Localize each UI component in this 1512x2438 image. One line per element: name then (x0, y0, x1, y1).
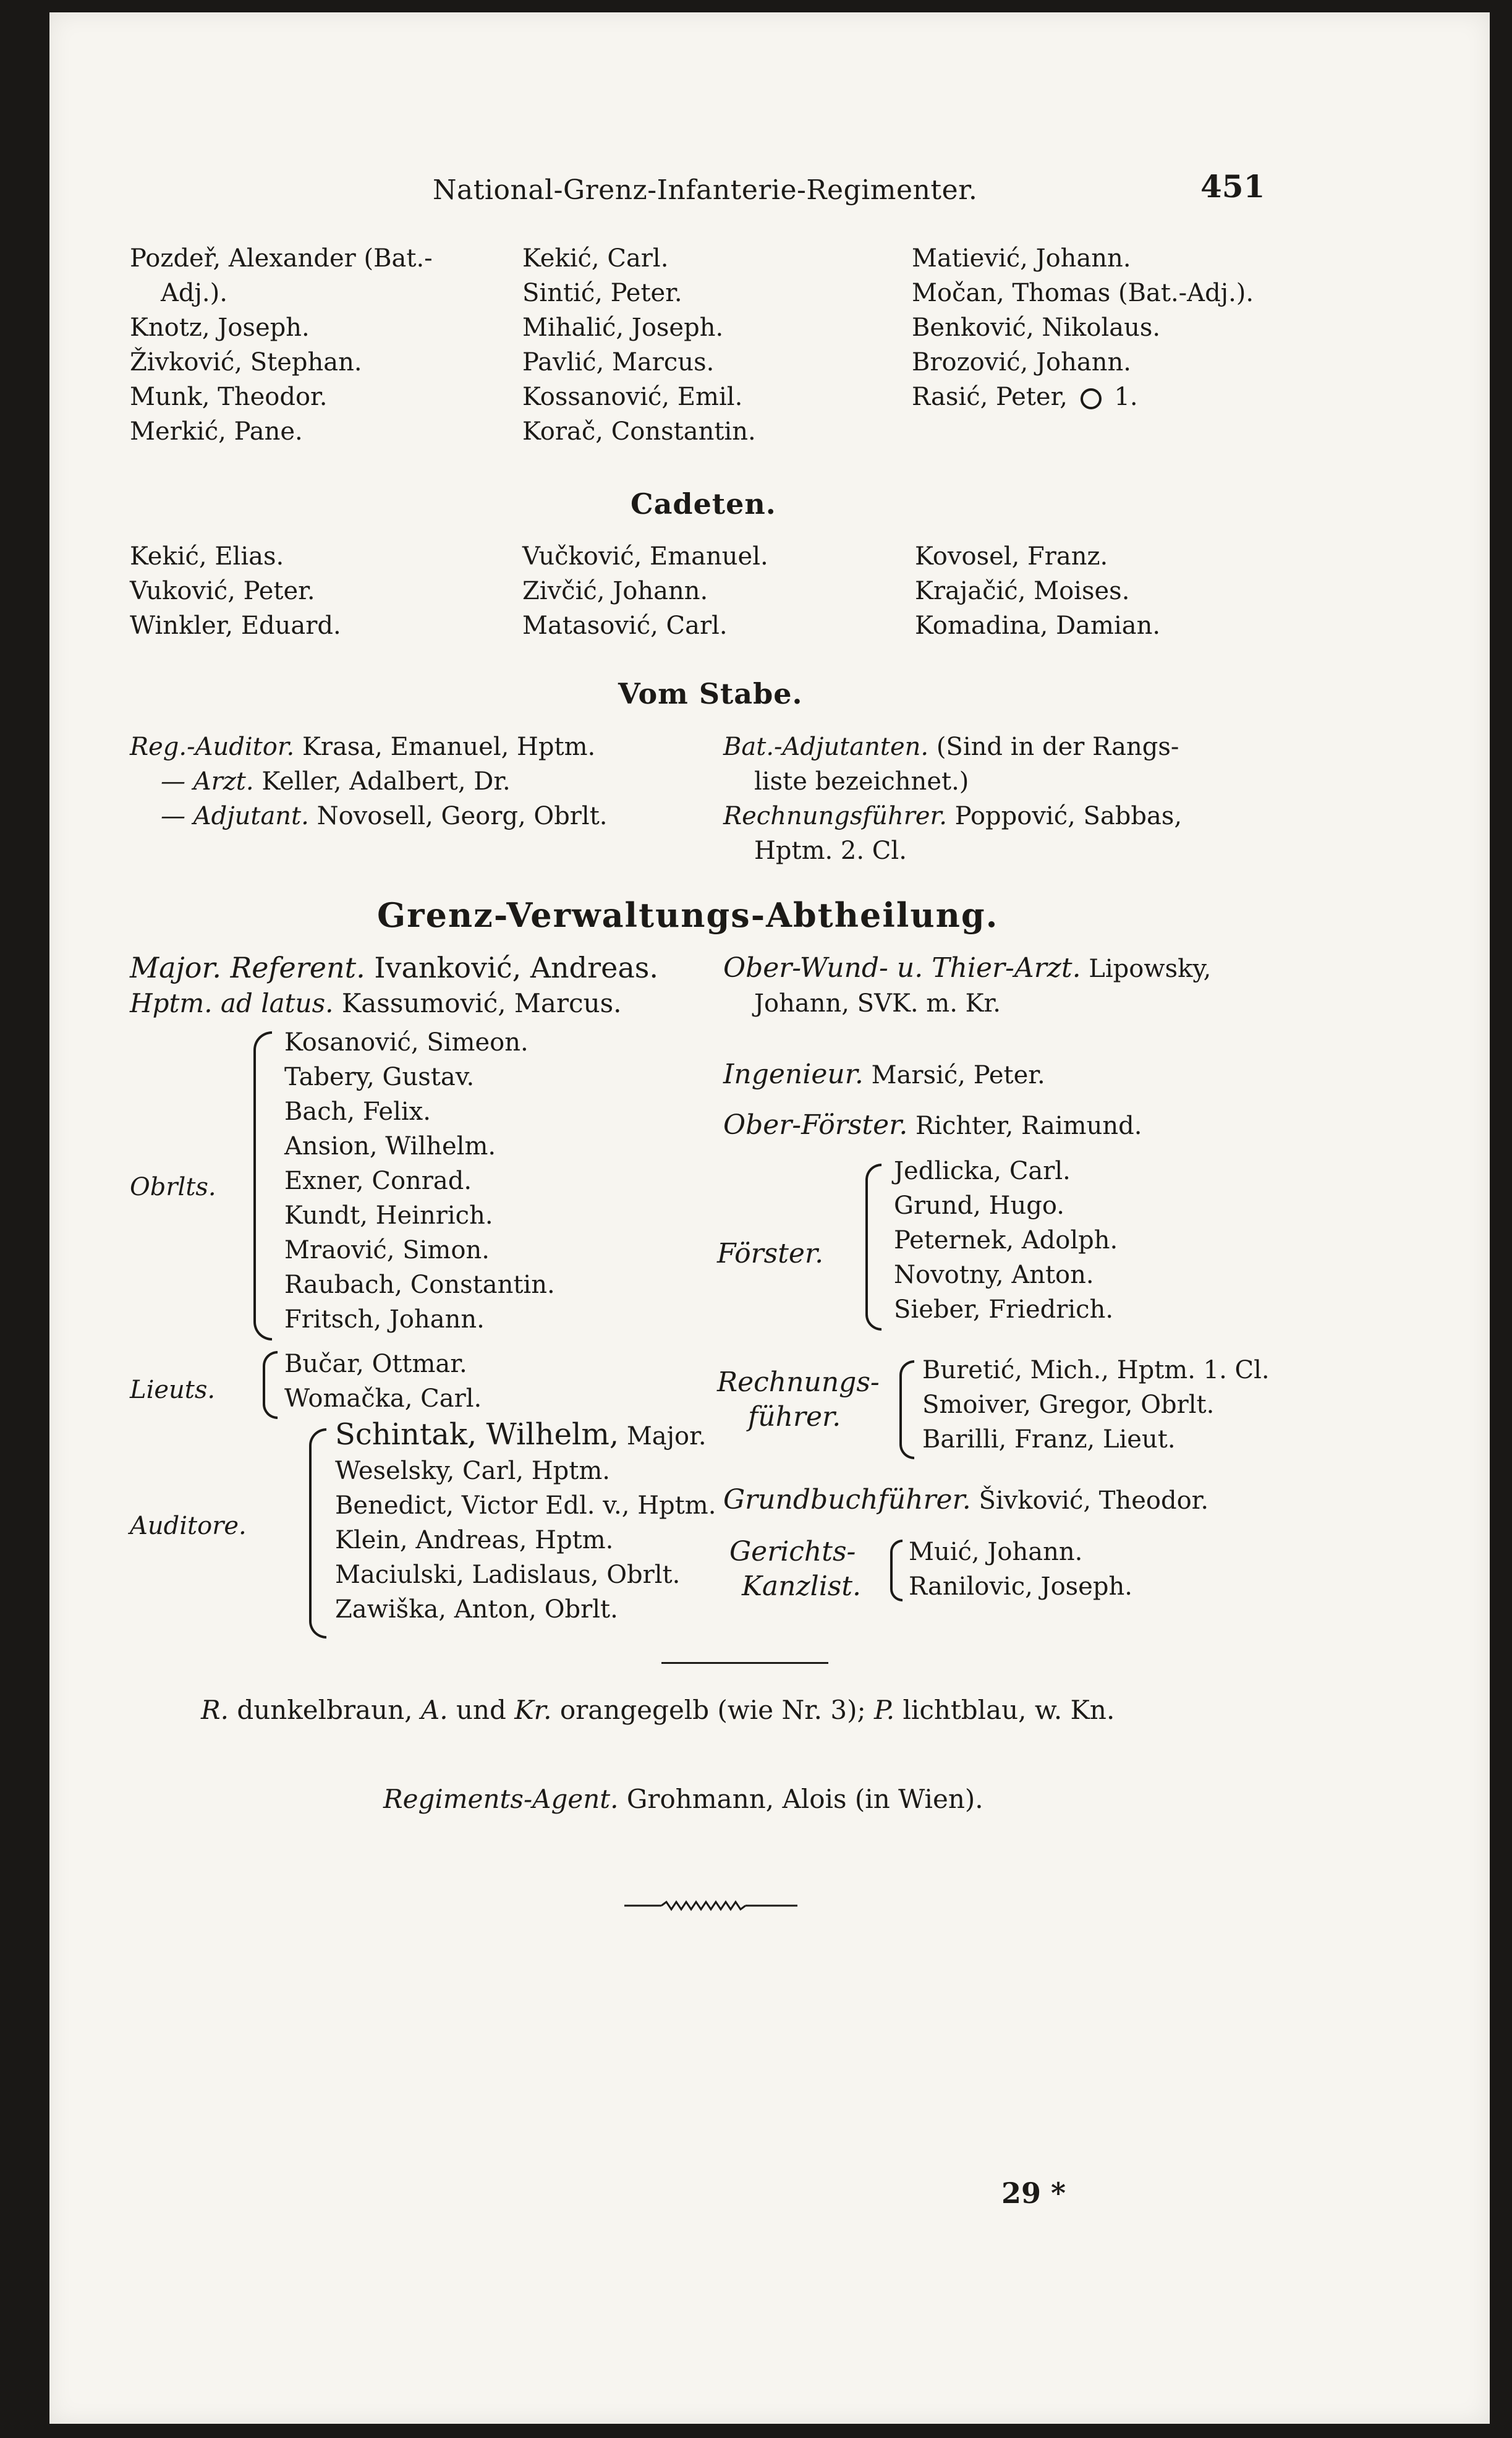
list-item: Benković, Nikolaus. (912, 313, 1161, 342)
list-item: Knotz, Joseph. (130, 313, 310, 342)
hptm-line: Hptm. ad latus. Kassumović, Marcus. (130, 988, 622, 1018)
list-item: Tabery, Gustav. (284, 1063, 475, 1091)
list-item: Smoiver, Gregor, Obrlt. (922, 1391, 1215, 1419)
list-item: Jedlicka, Carl. (894, 1157, 1071, 1185)
rechnungs-brace (899, 1360, 914, 1459)
list-item: Mihalić, Joseph. (522, 313, 724, 342)
lieuts-label: Lieuts. (130, 1376, 216, 1404)
rechnungs-label: Rechnungs- führer. (717, 1366, 880, 1433)
list-item: Korač, Constantin. (522, 417, 756, 446)
forster-label: Förster. (717, 1238, 824, 1269)
list-item: Bach, Felix. (284, 1098, 431, 1126)
cadeten-column-2 (522, 539, 768, 643)
list-item: Adj.). (161, 279, 227, 307)
role-name: Krasa, Emanuel, Hptm. (302, 733, 596, 761)
obrlts-label: Obrlts. (130, 1173, 216, 1201)
role-label: — Adjutant. (161, 802, 309, 830)
list-item: Sieber, Friedrich. (894, 1295, 1114, 1324)
signature-mark: 29 * (1001, 2176, 1066, 2210)
list-item: Winkler, Eduard. (130, 612, 341, 640)
list-item: Schintak, Wilhelm, Major. (335, 1417, 707, 1452)
ingenieur-entry: Ingenieur. Marsić, Peter. (723, 1059, 1045, 1090)
colors-line: R. dunkelbraun, A. und Kr. orangegelb (wie Nr. 3); P. lichtblau, w. Kn. (201, 1695, 1115, 1725)
obrlts-brace (253, 1031, 272, 1340)
forster-list (894, 1154, 1118, 1327)
auditore-list (335, 1417, 716, 1627)
list-item: Raubach, Constantin. (284, 1271, 555, 1299)
role-name: Novosell, Georg, Obrlt. (316, 802, 608, 830)
role-label: — Arzt. (161, 767, 254, 796)
list-item: Fritsch, Johann. (284, 1305, 485, 1334)
section-title-cadeten: Cadeten. (631, 487, 776, 521)
section-title-grenz: Grenz-Verwaltungs-Abtheilung. (377, 895, 999, 935)
list-item: Rasić, Peter, 1. (912, 383, 1138, 411)
list-item: Brozović, Johann. (912, 348, 1131, 377)
top-column-1 (130, 241, 433, 449)
gerichts-brace (890, 1540, 903, 1601)
ornament-divider (624, 1899, 797, 1914)
top-column-3 (912, 241, 1254, 414)
list-item: Ranilovic, Joseph. (909, 1572, 1132, 1601)
running-header: National-Grenz-Infanterie-Regimenter. (433, 174, 978, 206)
list-item: Bučar, Ottmar. (284, 1350, 467, 1378)
ober-wund-entry: Ober-Wund- u. Thier-Arzt. Lipowsky, Johann, SVK. m. Kr. (723, 952, 1212, 1018)
role-label: Bat.-Adjutanten. (723, 733, 929, 761)
list-item: Matiević, Johann. (912, 244, 1131, 273)
list-item: Kosanović, Simeon. (284, 1028, 529, 1057)
list-item: Kovosel, Franz. (915, 542, 1108, 571)
list-item: Močan, Thomas (Bat.-Adj.). (912, 279, 1254, 307)
list-item: Pozdeř, Alexander (Bat.- (130, 244, 433, 273)
stabe-right: Bat.-Adjutanten. (Sind in der Rangs- liste bezeichnet.) Rechnungsführer. Poppović, Sabbas, Hptm. 2. Cl. (723, 733, 1183, 865)
circle-order-icon (1081, 388, 1102, 409)
gerichts-label: Gerichts- Kanzlist. (729, 1536, 862, 1602)
list-item: Živković, Stephan. (130, 348, 362, 377)
auditore-label: Auditore. (130, 1512, 247, 1540)
list-item: Womačka, Carl. (284, 1384, 482, 1413)
list-item: Klein, Andreas, Hptm. (335, 1526, 614, 1554)
list-item: Benedict, Victor Edl. v., Hptm. (335, 1491, 716, 1520)
list-item: Vuković, Peter. (130, 577, 315, 605)
cadeten-column-1 (130, 539, 341, 643)
list-item: Kundt, Heinrich. (284, 1201, 493, 1230)
section-title-stabe: Vom Stabe. (618, 677, 803, 710)
list-item: Kekić, Carl. (522, 244, 669, 273)
divider-rule (661, 1662, 828, 1664)
role-name: Keller, Adalbert, Dr. (261, 767, 511, 796)
list-item: Matasović, Carl. (522, 612, 728, 640)
list-item: Ansion, Wilhelm. (284, 1132, 496, 1161)
list-item: Merkić, Pane. (130, 417, 303, 446)
list-item: Exner, Conrad. (284, 1167, 472, 1195)
wave-ornament-icon (624, 1899, 797, 1912)
list-item: Grund, Hugo. (894, 1191, 1064, 1220)
top-column-2 (522, 241, 756, 449)
agent-line: Regiments-Agent. Grohmann, Alois (in Wien). (383, 1784, 983, 1814)
role-label: Rechnungsführer. (723, 802, 947, 830)
list-item: Maciulski, Ladislaus, Obrlt. (335, 1561, 681, 1589)
stabe-left (130, 730, 608, 833)
rechnungs-list (922, 1353, 1270, 1457)
list-item: Buretić, Mich., Hptm. 1. Cl. (922, 1356, 1270, 1384)
list-item: Vučković, Emanuel. (522, 542, 768, 571)
list-item: Weselsky, Carl, Hptm. (335, 1457, 610, 1485)
list-item: Barilli, Franz, Lieut. (922, 1425, 1176, 1454)
list-item: Novotny, Anton. (894, 1261, 1094, 1289)
obrlts-list (284, 1025, 555, 1337)
list-item: Zivčić, Johann. (522, 577, 708, 605)
list-item: Pavlić, Marcus. (522, 348, 715, 377)
list-item: Kossanović, Emil. (522, 383, 743, 411)
lieuts-brace (263, 1351, 278, 1419)
list-item: Komadina, Damian. (915, 612, 1161, 640)
list-item: Kekić, Elias. (130, 542, 284, 571)
list-item: Munk, Theodor. (130, 383, 328, 411)
forster-brace (865, 1164, 881, 1331)
auditore-brace (309, 1428, 326, 1639)
major-line: Major. Referent. Ivanković, Andreas. (130, 951, 658, 984)
lieuts-list (284, 1347, 482, 1416)
list-item: Peternek, Adolph. (894, 1226, 1118, 1255)
role-label: Reg.-Auditor. (130, 733, 295, 761)
list-item: Sintić, Peter. (522, 279, 682, 307)
document-page (49, 12, 1490, 2424)
list-item: Muić, Johann. (909, 1538, 1083, 1566)
list-item: Krajačić, Moises. (915, 577, 1130, 605)
cadeten-column-3 (915, 539, 1160, 643)
list-item: Mraović, Simon. (284, 1236, 490, 1264)
grundbuch-entry: Grundbuchführer. Šivković, Theodor. (723, 1484, 1209, 1515)
page-number: 451 (1200, 168, 1265, 205)
ober-forster-entry: Ober-Förster. Richter, Raimund. (723, 1109, 1142, 1141)
gerichts-list (909, 1535, 1132, 1604)
list-item: Zawiška, Anton, Obrlt. (335, 1595, 618, 1624)
